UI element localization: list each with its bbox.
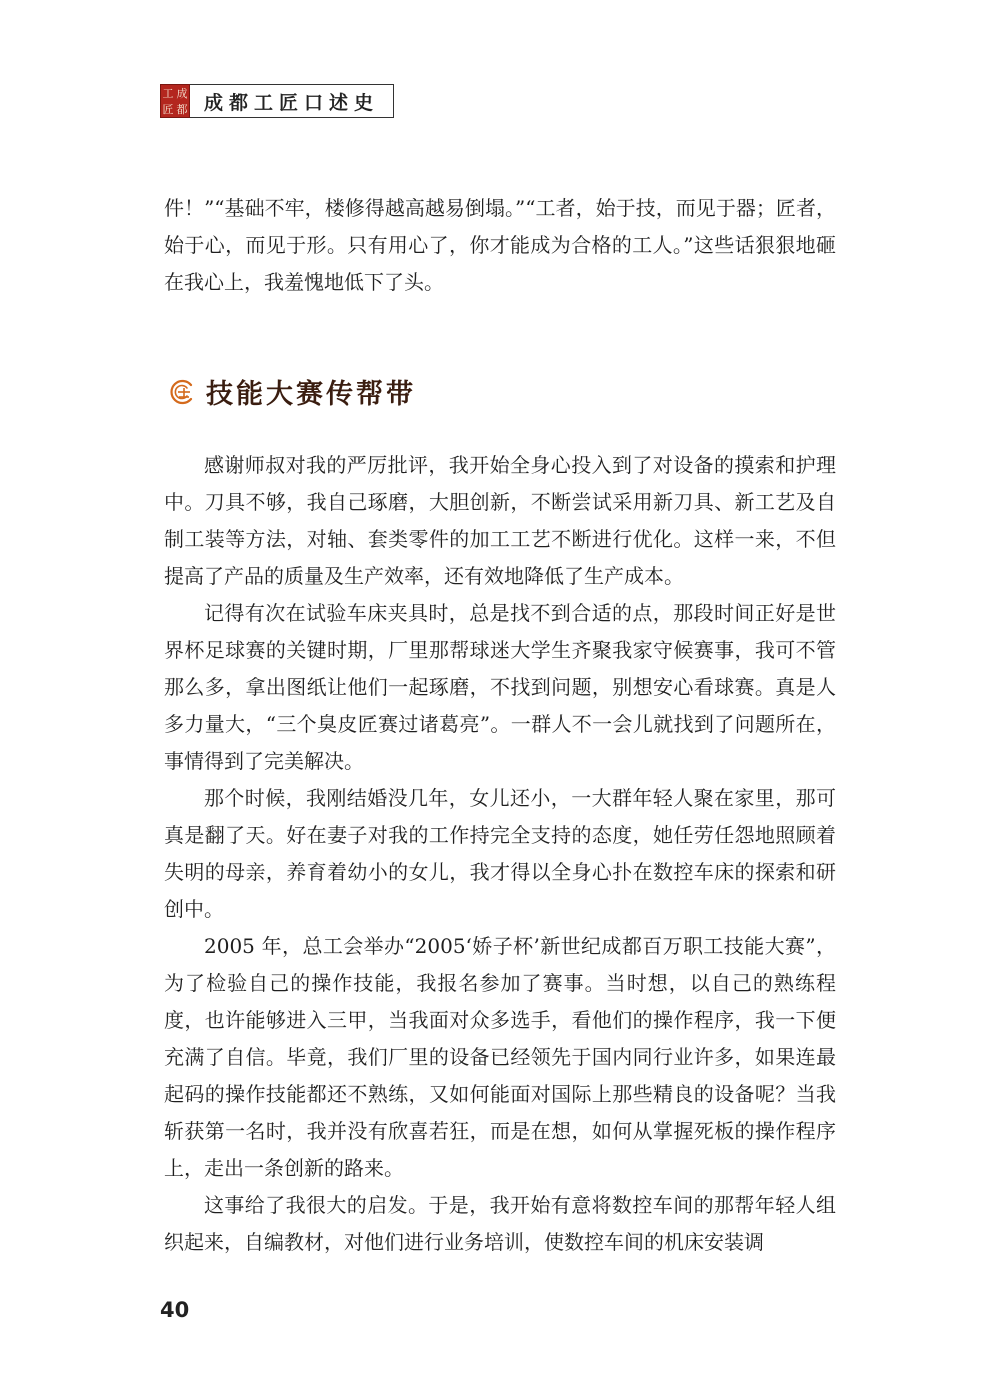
seal-char: 工	[162, 86, 174, 100]
body-paragraph: 感谢师叔对我的严厉批评，我开始全身心投入到了对设备的摸索和护理中。刀具不够，我自己琢磨，大胆创新，不断尝试采用新刀具、新工艺及自制工装等方法，对轴、套类零件的加工工艺不断进行优化。这样一来，不但提高了产品的质量及生产效率，还有效地降低了生产成本。	[164, 453, 836, 588]
seal-char: 成	[176, 86, 188, 100]
intro-text-block	[164, 190, 836, 301]
book-logo-seal	[160, 84, 190, 118]
gong-seal-icon	[166, 377, 196, 407]
seal-char: 匠	[162, 102, 174, 116]
section-title: 技能大赛传帮带	[206, 379, 416, 410]
book-title: 成都工匠口述史	[190, 84, 394, 118]
body-paragraph: 那个时候，我刚结婚没几年，女儿还小，一大群年轻人聚在家里，那可真是翻了天。好在妻子对我的工作持完全支持的态度，她任劳任怨地照顾着失明的母亲，养育着幼小的女儿，我才得以全身心扑在数控车床的探索和研创中。	[164, 786, 836, 921]
body-paragraph: 2005 年，总工会举办“2005‘娇子杯’新世纪成都百万职工技能大赛”，为了检验自己的操作技能，我报名参加了赛事。当时想，以自己的熟练程度，也许能够进入三甲，当我面对众多选手，看他们的操作程序，我一下便充满了自信。毕竟，我们厂里的设备已经领先于国内同行业许多，如果连最起码的操作技能都还不熟练，又如何能面对国际上那些精良的设备呢？当我斩获第一名时，我并没有欣喜若狂，而是在想，如何从掌握死板的操作程序上，走出一条创新的路来。	[164, 934, 836, 1180]
section-heading	[166, 372, 416, 411]
body-text-block	[164, 447, 836, 1261]
body-paragraph: 记得有次在试验车床夹具时，总是找不到合适的点，那段时间正好是世界杯足球赛的关键时期，厂里那帮球迷大学生齐聚我家守候赛事，我可不管那么多，拿出图纸让他们一起琢磨，不找到问题，别想安心看球赛。真是人多力量大，“三个臭皮匠赛过诸葛亮”。一群人不一会儿就找到了问题所在，事情得到了完美解决。	[164, 601, 836, 773]
intro-paragraph: 件！”“基础不牢，楼修得越高越易倒塌。”“工者，始于技，而见于器；匠者，始于心，而见于形。只有用心了，你才能成为合格的工人。”这些话狠狠地砸在我心上，我羞愧地低下了头。	[164, 196, 836, 294]
seal-char: 都	[176, 102, 188, 116]
page-number: 40	[160, 1298, 190, 1322]
running-header	[160, 84, 394, 118]
body-paragraph: 这事给了我很大的启发。于是，我开始有意将数控车间的那帮年轻人组织起来，自编教材，对他们进行业务培训，使数控车间的机床安装调	[164, 1193, 836, 1254]
